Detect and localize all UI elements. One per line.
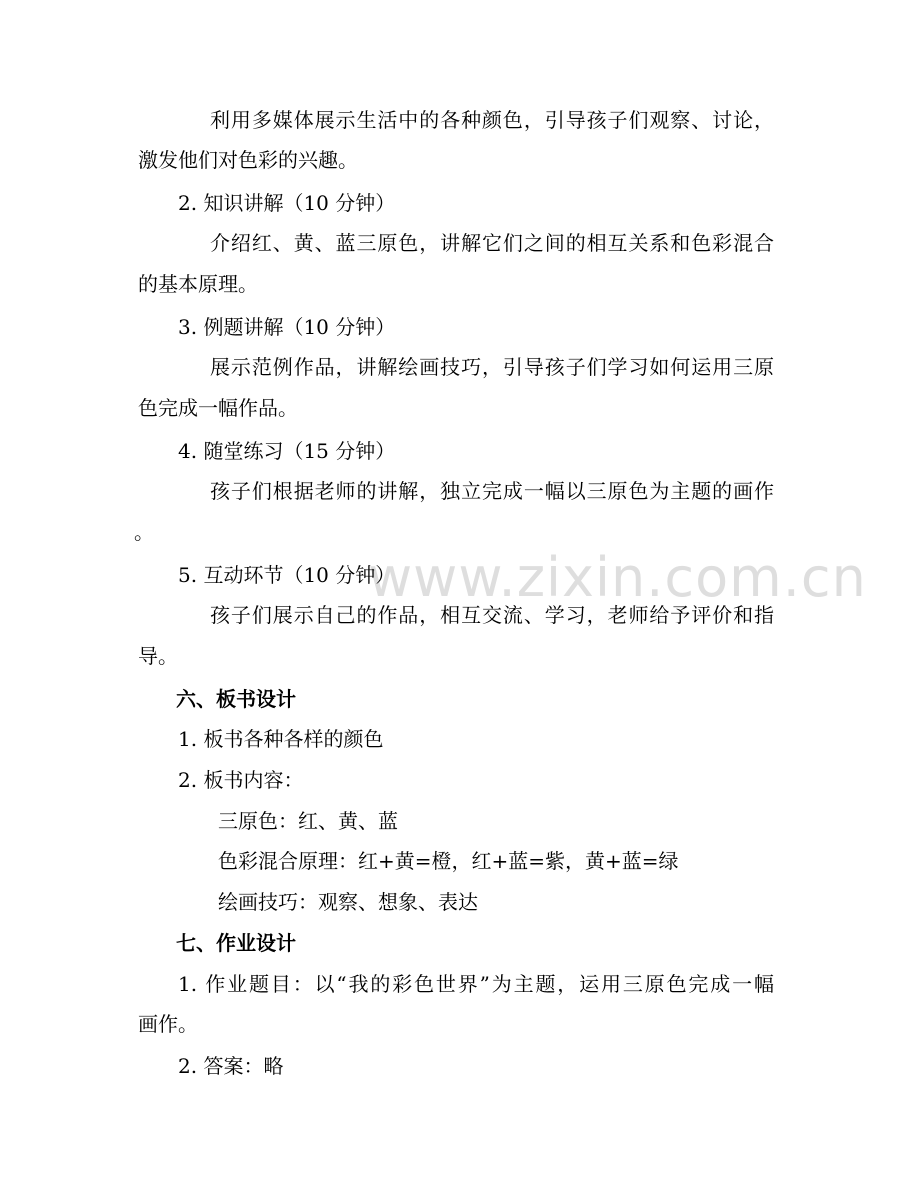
homework-item-1-line-2: 画作。: [138, 1012, 198, 1036]
section-2-title: 2. 知识讲解（10 分钟）: [178, 191, 396, 215]
watermark: www.zixin.com.cn: [368, 546, 867, 609]
section-4-title: 4. 随堂练习（15 分钟）: [178, 439, 396, 463]
heading-homework-design: 七、作业设计: [176, 931, 296, 955]
section-5-line-1: 孩子们展示自己的作品，相互交流、学习，老师给予评价和指: [210, 603, 774, 627]
blackboard-primary-colors: 三原色：红、黄、蓝: [218, 809, 398, 833]
blackboard-mixing-principle: 色彩混合原理：红+黄=橙，红+蓝=紫，黄+蓝=绿: [218, 849, 679, 873]
blackboard-item-1: 1. 板书各种各样的颜色: [178, 727, 384, 751]
blackboard-drawing-skills: 绘画技巧：观察、想象、表达: [218, 890, 478, 914]
intro-line-2: 激发他们对色彩的兴趣。: [138, 148, 358, 172]
section-2-line-2: 的基本原理。: [138, 272, 258, 296]
section-3-title: 3. 例题讲解（10 分钟）: [178, 315, 396, 339]
section-4-line-2: 。: [134, 520, 154, 544]
homework-item-1-line-1: 1. 作业题目：以“我的彩色世界”为主题，运用三原色完成一幅: [178, 972, 774, 996]
blackboard-item-2: 2. 板书内容：: [178, 768, 304, 792]
homework-item-2: 2. 答案：略: [178, 1054, 284, 1078]
section-3-line-1: 展示范例作品，讲解绘画技巧，引导孩子们学习如何运用三原: [210, 355, 774, 379]
section-2-line-1: 介绍红、黄、蓝三原色，讲解它们之间的相互关系和色彩混合: [210, 231, 774, 255]
section-5-line-2: 导。: [138, 644, 178, 668]
section-5-title: 5. 互动环节（10 分钟）: [178, 563, 396, 587]
section-3-line-2: 色完成一幅作品。: [138, 396, 298, 420]
intro-line-1: 利用多媒体展示生活中的各种颜色，引导孩子们观察、讨论，: [210, 108, 774, 132]
section-4-line-1: 孩子们根据老师的讲解，独立完成一幅以三原色为主题的画作: [210, 479, 774, 503]
heading-blackboard-design: 六、板书设计: [176, 687, 296, 711]
